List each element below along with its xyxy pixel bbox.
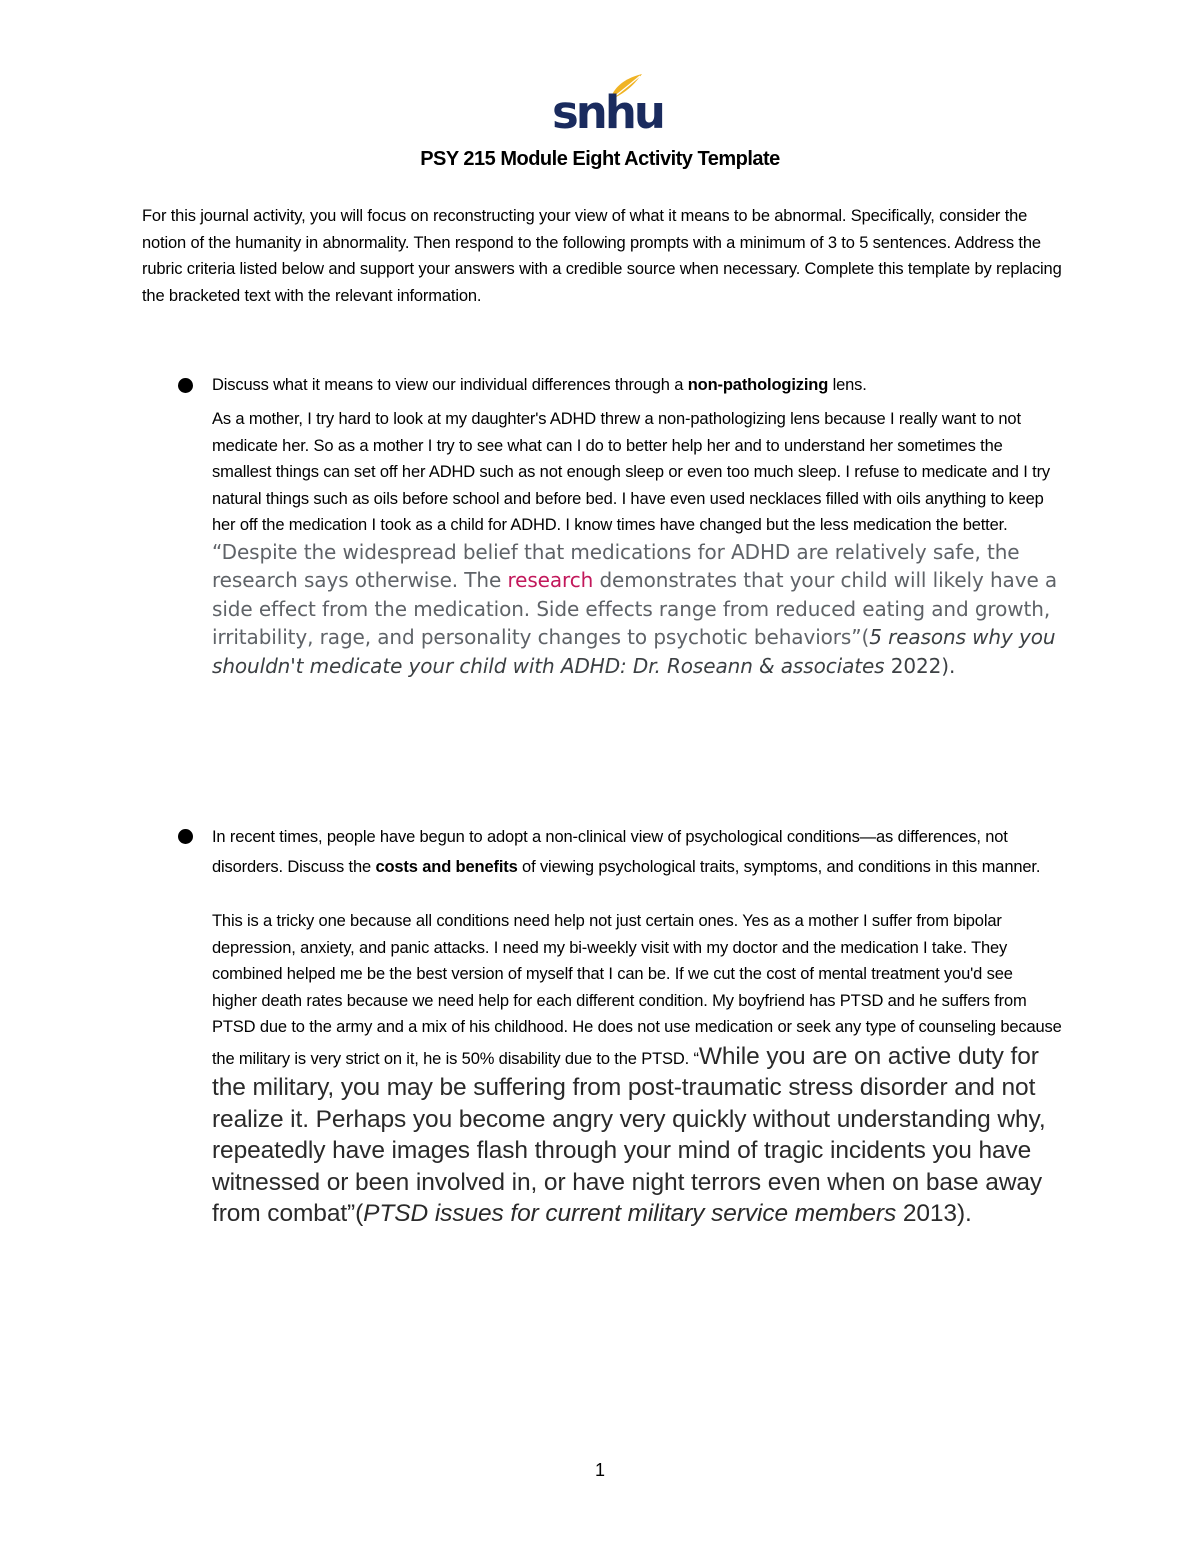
citation-title: PTSD issues for current military service members [363,1200,897,1227]
prompt-2-emphasis: costs and benefits [375,858,518,876]
answer-2-quote: While you are on active duty for the military, you may be suffering from post-traumatic stress disorder and not realize it. Perhaps you become angry very quickly without understanding why, repeatedly have images flash through your mind of tragic incidents you have witnessed or been involved in, or have night terrors even when on base away from combat”(PTSD issues for current military service members 2013). [212,1042,1046,1227]
prompt-1-emphasis: non-pathologizing [687,376,829,394]
prompt-1-text-end: lens. [828,376,867,394]
citation-year: 2022). [884,653,956,678]
logo-wordmark: snhu [552,86,663,139]
prompt-2-text-end: of viewing psychological traits, symptoms, and conditions in this manner. [517,858,1041,876]
prompt-1-text: Discuss what it means to view our individual differences through a [212,376,688,394]
prompt-1 [212,372,1062,399]
prompt-2 [212,822,1062,882]
citation-year: 2013). [896,1200,972,1227]
answer-1-text: As a mother, I try hard to look at my daughter's ADHD threw a non-pathologizing lens because I really want to not medicate her. So as a mother I try to see what can I do to better help her and to understand her sometimes the smallest things can set off her ADHD such as not enough sleep or even too much sleep. I refuse to medicate and I try natural things such as oils before school and before bed. I have even used necklaces filled with oils anything to keep her off the medication I took as a child for ADHD. I know times have changed but the less medication the better. [212,410,1051,534]
research-link[interactable]: research [507,568,594,592]
answer-1-quote: “Despite the widespread belief that medications for ADHD are relatively safe, the research says otherwise. The research demonstrates that your child will likely have a side effect from the medication. Side effects range from reduced eating and growth, irritability, rage, and personality changes to psychotic behaviors”(5 reasons why you shouldn't medicate your child with ADHD: Dr. Roseann & associates 2022). [212,539,1058,678]
answer-2 [212,908,1062,1230]
answer-1 [212,406,1062,681]
bullet-icon [178,829,193,844]
bullet-icon [178,378,193,393]
prompt-2-text: In recent times, people have begun to adopt a non-clinical view of psychological conditions—as differences, not disorders. Discuss the [212,828,1008,876]
answer-2-text: This is a tricky one because all conditions need help not just certain ones. Yes as a mother I suffer from bipolar depression, anxiety, and panic attacks. I need my bi-weekly visit with my doctor and the medication I take. They combined helped me be the best version of myself that I can be. If we cut the cost of mental treatment you'd see higher death rates because we need help for each different condition. My boyfriend has PTSD and he suffers from PTSD due to the army and a mix of his childhood. He does not use medication or seek any type of counseling because the military is very strict on it, he is 50% disability due to the PTSD. “ [212,912,1062,1068]
snhu-logo [552,72,663,139]
citation-title: 5 reasons why you shouldn't medicate your child with ADHD: Dr. Roseann & associates [212,625,1056,678]
page-number: 1 [594,1460,605,1480]
intro-paragraph: For this journal activity, you will focus on reconstructing your view of what it means to be abnormal. Specifically, consider the notion of the humanity in abnormality. Then respond to the following prompts with a minimum of 3 to 5 sentences. Address the rubric criteria listed below and support your answers with a credible source when necessary. Complete this template by replacing the bracketed text with the relevant information. [142,207,1062,305]
page-title: PSY 215 Module Eight Activity Template [420,148,780,170]
